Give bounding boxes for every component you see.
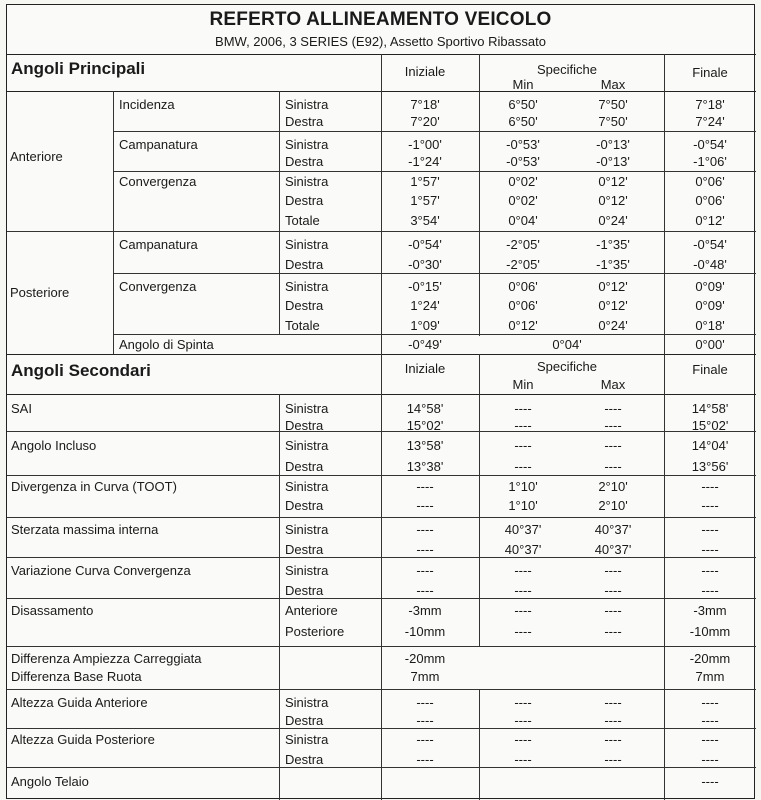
value-final: ---- (701, 479, 719, 494)
value-min: 0°12' (508, 318, 538, 333)
value-max: -1°35' (596, 237, 630, 252)
row-category: Variazione Curva Convergenza (11, 563, 191, 578)
row-category: Campanatura (119, 237, 198, 252)
value-min: 1°10' (508, 498, 538, 513)
row-category: Disassamento (11, 603, 94, 618)
value-spec: 0°04' (552, 337, 582, 352)
value-max: 7°50' (598, 97, 628, 112)
row-category: Convergenza (119, 174, 197, 189)
value-max: 7°50' (598, 114, 628, 129)
value-max: ---- (604, 603, 622, 618)
value-initial: -20mm (404, 651, 446, 666)
row-divider (7, 646, 756, 647)
value-final: -1°06' (693, 154, 727, 169)
value-min: 40°37' (504, 522, 542, 537)
value-final: -0°54' (693, 237, 727, 252)
value-min: 0°02' (508, 174, 538, 189)
row-divider (7, 557, 756, 558)
value-final: 15°02' (691, 418, 729, 433)
value-initial: -0°15' (408, 279, 442, 294)
value-initial: 15°02' (406, 418, 444, 433)
value-min: 6°50' (508, 97, 538, 112)
value-final: ---- (701, 774, 719, 789)
group-divider (113, 273, 756, 274)
value-final: ---- (701, 563, 719, 578)
section-title-primary: Angoli Principali (11, 59, 146, 78)
row-side: Sinistra (285, 401, 329, 416)
row-category: SAI (11, 401, 32, 416)
row-side: Destra (285, 713, 324, 728)
value-min: ---- (514, 583, 532, 598)
value-max: ---- (604, 713, 622, 728)
value-min: ---- (514, 459, 532, 474)
value-min: 1°10' (508, 479, 538, 494)
value-initial: 3°54' (410, 213, 440, 228)
row-side: Posteriore (285, 624, 345, 639)
value-max: -0°13' (596, 137, 630, 152)
value-min: -2°05' (506, 257, 540, 272)
header-max: Max (600, 77, 626, 92)
value-final: ---- (701, 522, 719, 537)
value-max: ---- (604, 418, 622, 433)
row-divider (7, 728, 756, 729)
value-max: 0°12' (598, 193, 628, 208)
row-divider (7, 431, 756, 432)
value-min: ---- (514, 563, 532, 578)
row-side: Sinistra (285, 479, 329, 494)
value-initial: -10mm (404, 624, 446, 639)
value-final: 0°09' (695, 298, 725, 313)
value-final: 0°06' (695, 193, 725, 208)
value-min: 0°02' (508, 193, 538, 208)
row-side: Destra (285, 498, 324, 513)
value-initial: ---- (416, 522, 434, 537)
value-min: ---- (514, 438, 532, 453)
row-side: Sinistra (285, 732, 329, 747)
value-min: ---- (514, 401, 532, 416)
value-final: 0°00' (695, 337, 725, 352)
value-max: 40°37' (594, 522, 632, 537)
value-min: ---- (514, 713, 532, 728)
value-max: 2°10' (598, 498, 628, 513)
value-min: ---- (514, 418, 532, 433)
value-initial: 1°24' (410, 298, 440, 313)
value-final: ---- (701, 732, 719, 747)
value-final: 7°24' (695, 114, 725, 129)
value-initial: 7mm (410, 669, 440, 684)
value-final: ---- (701, 752, 719, 767)
value-final: ---- (701, 583, 719, 598)
value-initial: 1°57' (410, 193, 440, 208)
row-category: Differenza Base Ruota (11, 669, 142, 684)
value-initial: -3mm (408, 603, 442, 618)
value-min: -0°53' (506, 154, 540, 169)
value-max: 2°10' (598, 479, 628, 494)
row-category: Convergenza (119, 279, 197, 294)
header-final: Finale (692, 362, 728, 377)
value-final: 7°18' (695, 97, 725, 112)
value-max: ---- (604, 563, 622, 578)
row-divider (7, 689, 756, 690)
value-initial: 7°18' (410, 97, 440, 112)
row-divider (7, 475, 756, 476)
value-initial: ---- (416, 583, 434, 598)
header-final: Finale (692, 65, 728, 80)
value-final: -3mm (693, 603, 727, 618)
value-final: 7mm (695, 669, 725, 684)
value-final: 0°12' (695, 213, 725, 228)
value-initial: 7°20' (410, 114, 440, 129)
header-max: Max (600, 377, 626, 392)
value-min: 0°06' (508, 279, 538, 294)
value-final: -20mm (689, 651, 731, 666)
value-initial: -0°54' (408, 237, 442, 252)
value-initial: ---- (416, 732, 434, 747)
value-initial: -0°49' (408, 337, 442, 352)
row-side: Sinistra (285, 174, 329, 189)
column-divider (479, 354, 480, 646)
value-max: ---- (604, 459, 622, 474)
row-side: Sinistra (285, 97, 329, 112)
row-divider (7, 517, 756, 518)
header-specs: Specifiche (537, 359, 597, 374)
value-initial: ---- (416, 752, 434, 767)
value-final: ---- (701, 695, 719, 710)
value-final: 0°06' (695, 174, 725, 189)
value-min: 40°37' (504, 542, 542, 557)
row-category: Sterzata massima interna (11, 522, 159, 537)
value-min: ---- (514, 752, 532, 767)
value-initial: ---- (416, 498, 434, 513)
value-max: ---- (604, 438, 622, 453)
value-final: 14°58' (691, 401, 729, 416)
report-title: REFERTO ALLINEAMENTO VEICOLO (209, 9, 552, 30)
vehicle-subtitle: BMW, 2006, 3 SERIES (E92), Assetto Sportivo Ribassato (215, 34, 546, 49)
value-max: -1°35' (596, 257, 630, 272)
group-divider (7, 231, 756, 232)
value-final: 0°18' (695, 318, 725, 333)
header-min: Min (512, 377, 534, 392)
row-side: Destra (285, 257, 324, 272)
row-side: Totale (285, 213, 320, 228)
row-side: Sinistra (285, 137, 329, 152)
value-min: -0°53' (506, 137, 540, 152)
value-final: 0°09' (695, 279, 725, 294)
value-final: -10mm (689, 624, 731, 639)
value-initial: 14°58' (406, 401, 444, 416)
value-max: ---- (604, 695, 622, 710)
row-category: Differenza Ampiezza Carreggiata (11, 651, 202, 666)
row-side: Sinistra (285, 279, 329, 294)
row-side: Destra (285, 418, 324, 433)
column-divider (479, 54, 480, 336)
value-max: ---- (604, 732, 622, 747)
column-divider (279, 91, 280, 334)
value-max: 0°24' (598, 213, 628, 228)
row-side: Anteriore (285, 603, 338, 618)
header-min: Min (512, 77, 534, 92)
value-initial: ---- (416, 542, 434, 557)
row-side: Destra (285, 114, 324, 129)
value-initial: 1°09' (410, 318, 440, 333)
group-divider (113, 131, 756, 132)
group-divider (113, 334, 756, 335)
row-category: Angolo Incluso (11, 438, 97, 453)
row-side: Destra (285, 298, 324, 313)
value-initial: -0°30' (408, 257, 442, 272)
value-final: 14°04' (691, 438, 729, 453)
column-divider (479, 689, 480, 800)
row-side: Sinistra (285, 563, 329, 578)
value-max: ---- (604, 583, 622, 598)
value-initial: ---- (416, 563, 434, 578)
column-divider (279, 394, 280, 800)
value-final: 13°56' (691, 459, 729, 474)
header-initial: Iniziale (404, 64, 446, 79)
value-initial: ---- (416, 695, 434, 710)
alignment-report (6, 4, 755, 799)
row-side: Destra (285, 752, 324, 767)
value-max: 40°37' (594, 542, 632, 557)
row-divider (7, 598, 756, 599)
row-category: Divergenza in Curva (TOOT) (11, 479, 177, 494)
row-side: Destra (285, 583, 324, 598)
row-side: Sinistra (285, 237, 329, 252)
row-side: Destra (285, 193, 324, 208)
value-min: ---- (514, 624, 532, 639)
group-divider (113, 171, 756, 172)
row-side: Destra (285, 542, 324, 557)
value-final: -0°48' (693, 257, 727, 272)
value-initial: 1°57' (410, 174, 440, 189)
value-final: -0°54' (693, 137, 727, 152)
value-min: 0°06' (508, 298, 538, 313)
value-max: 0°24' (598, 318, 628, 333)
value-max: -0°13' (596, 154, 630, 169)
value-final: ---- (701, 713, 719, 728)
group-posteriore: Posteriore (10, 285, 70, 300)
value-initial: 13°38' (406, 459, 444, 474)
value-min: ---- (514, 695, 532, 710)
row-category: Angolo Telaio (11, 774, 89, 789)
row-category: Angolo di Spinta (119, 337, 214, 352)
value-initial: ---- (416, 713, 434, 728)
value-final: ---- (701, 498, 719, 513)
row-side: Destra (285, 459, 324, 474)
value-min: ---- (514, 732, 532, 747)
value-initial: -1°00' (408, 137, 442, 152)
row-category: Altezza Guida Posteriore (11, 732, 155, 747)
value-final: ---- (701, 542, 719, 557)
row-side: Sinistra (285, 522, 329, 537)
row-category: Campanatura (119, 137, 198, 152)
value-min: 6°50' (508, 114, 538, 129)
value-max: 0°12' (598, 298, 628, 313)
value-min: ---- (514, 603, 532, 618)
row-category: Altezza Guida Anteriore (11, 695, 148, 710)
row-divider (7, 767, 756, 768)
value-max: ---- (604, 401, 622, 416)
row-side: Destra (285, 154, 324, 169)
group-anteriore: Anteriore (10, 149, 63, 164)
value-max: 0°12' (598, 174, 628, 189)
value-max: ---- (604, 752, 622, 767)
row-category: Incidenza (119, 97, 175, 112)
section-title-secondary: Angoli Secondari (11, 361, 151, 380)
value-min: -2°05' (506, 237, 540, 252)
value-initial: -1°24' (408, 154, 442, 169)
value-max: 0°12' (598, 279, 628, 294)
value-initial: ---- (416, 479, 434, 494)
value-max: ---- (604, 624, 622, 639)
row-side: Totale (285, 318, 320, 333)
row-side: Sinistra (285, 438, 329, 453)
row-side: Sinistra (285, 695, 329, 710)
value-initial: 13°58' (406, 438, 444, 453)
header-initial: Iniziale (404, 361, 446, 376)
value-min: 0°04' (508, 213, 538, 228)
header-specs: Specifiche (537, 62, 597, 77)
